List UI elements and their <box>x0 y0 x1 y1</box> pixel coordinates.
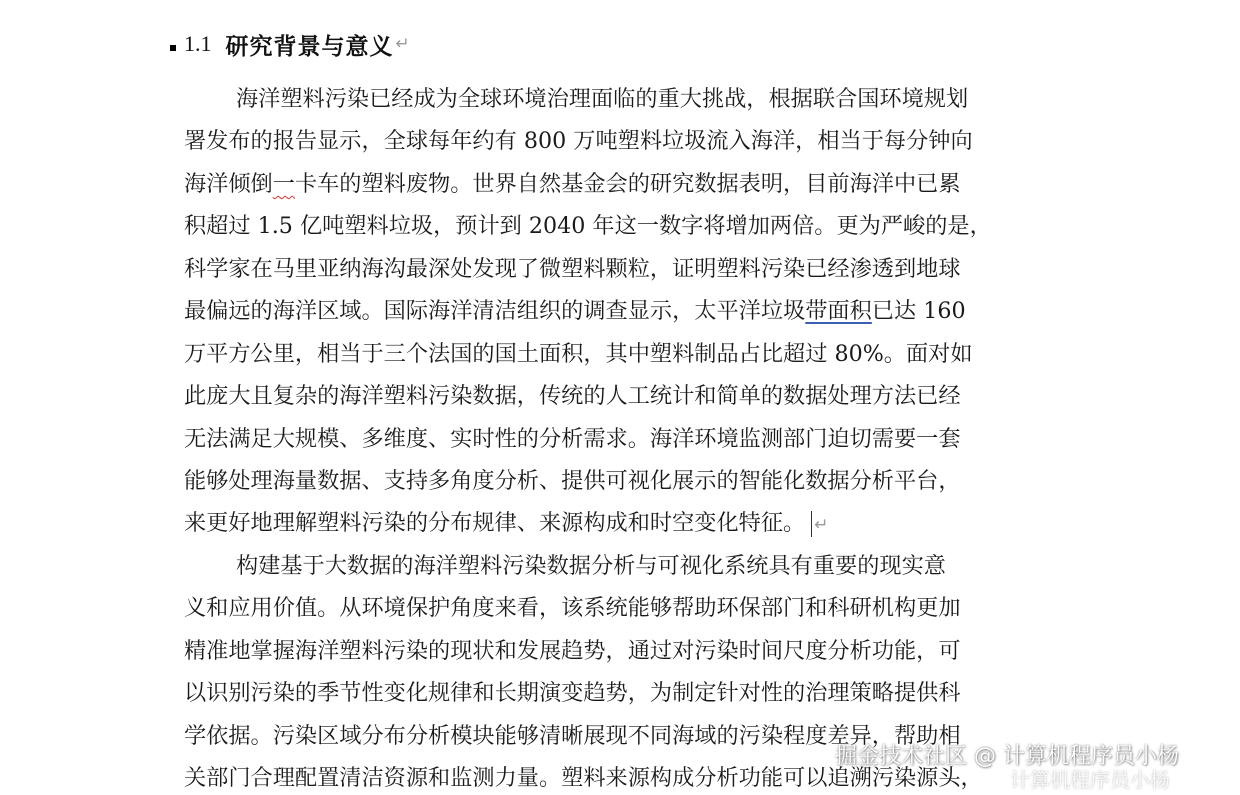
text-segment: 卡车的塑料废物。世界自然基金会的研究数据表明，目前海洋中已累 <box>294 171 961 197</box>
section-title: 研究背景与意义 <box>225 33 394 60</box>
text-line[interactable]: 关部门合理配置清洁资源和监测力量。塑料来源构成分析功能可以追溯污染源头， <box>184 765 983 791</box>
text-line[interactable]: 此庞大且复杂的海洋塑料污染数据，传统的人工统计和简单的数据处理方法已经 <box>184 383 961 409</box>
text-line[interactable]: 构建基于大数据的海洋塑料污染数据分析与可视化系统具有重要的现实意 <box>236 553 946 579</box>
text-line[interactable]: 精准地掌握海洋塑料污染的现状和发展趋势，通过对污染时间尺度分析功能，可 <box>184 638 961 664</box>
text-segment: 已达 160 <box>871 298 966 324</box>
spellcheck-flagged-word[interactable]: 一 <box>272 171 295 197</box>
text-segment: 最偏远的海洋区域。国际海洋清洁组织的调查显示，太平洋垃圾 <box>184 298 806 324</box>
watermark-secondary: 计算机程序员小杨 <box>1010 768 1170 792</box>
watermark-primary: 掘金技术社区 @ 计算机程序员小杨 <box>835 744 1179 769</box>
text-line[interactable]: 海洋塑料污染已经成为全球环境治理面临的重大挑战，根据联合国环境规划 <box>236 86 969 112</box>
text-line[interactable]: 万平方公里，相当于三个法国的国土面积，其中塑料制品占比超过 80%。面对如 <box>184 341 973 367</box>
text-line[interactable]: 科学家在马里亚纳海沟最深处发现了微塑料颗粒，证明塑料污染已经渗透到地球 <box>184 256 961 282</box>
section-heading[interactable] <box>170 27 410 61</box>
paragraph-mark-icon: ↵ <box>395 34 410 54</box>
text-line[interactable] <box>184 505 1084 541</box>
text-cursor <box>811 511 812 537</box>
text-line[interactable]: 无法满足大规模、多维度、实时性的分析需求。海洋环境监测部门迫切需要一套 <box>184 426 961 452</box>
text-line[interactable]: 积超过 1.5 亿吨塑料垃圾，预计到 2040 年这一数字将增加两倍。更为严峻的是， <box>184 213 992 239</box>
text-line[interactable]: 能够处理海量数据、支持多角度分析、提供可视化展示的智能化数据分析平台， <box>184 468 961 494</box>
paragraph-mark-icon: ↵ <box>814 515 829 535</box>
text-line[interactable]: 署发布的报告显示，全球每年约有 800 万吨塑料垃圾流入海洋，相当于每分钟向 <box>184 128 973 154</box>
grammar-flagged-phrase[interactable]: 带面积 <box>805 298 872 324</box>
text-segment: 来更好地理解塑料污染的分布规律、来源构成和时空变化特征。 <box>184 510 806 536</box>
text-line[interactable]: 以识别污染的季节性变化规律和长期演变趋势，为制定针对性的治理策略提供科 <box>184 680 961 706</box>
text-line[interactable] <box>184 166 1084 202</box>
text-line[interactable] <box>184 293 1084 329</box>
heading-bullet-icon <box>170 45 176 51</box>
text-line[interactable]: 学依据。污染区域分布分析模块能够清晰展现不同海域的污染程度差异，帮助相 <box>184 723 961 749</box>
text-line[interactable]: 义和应用价值。从环境保护角度来看，该系统能够帮助环保部门和科研机构更加 <box>184 595 961 621</box>
text-segment: 海洋倾倒 <box>184 171 273 197</box>
section-number: 1.1 <box>184 31 212 56</box>
